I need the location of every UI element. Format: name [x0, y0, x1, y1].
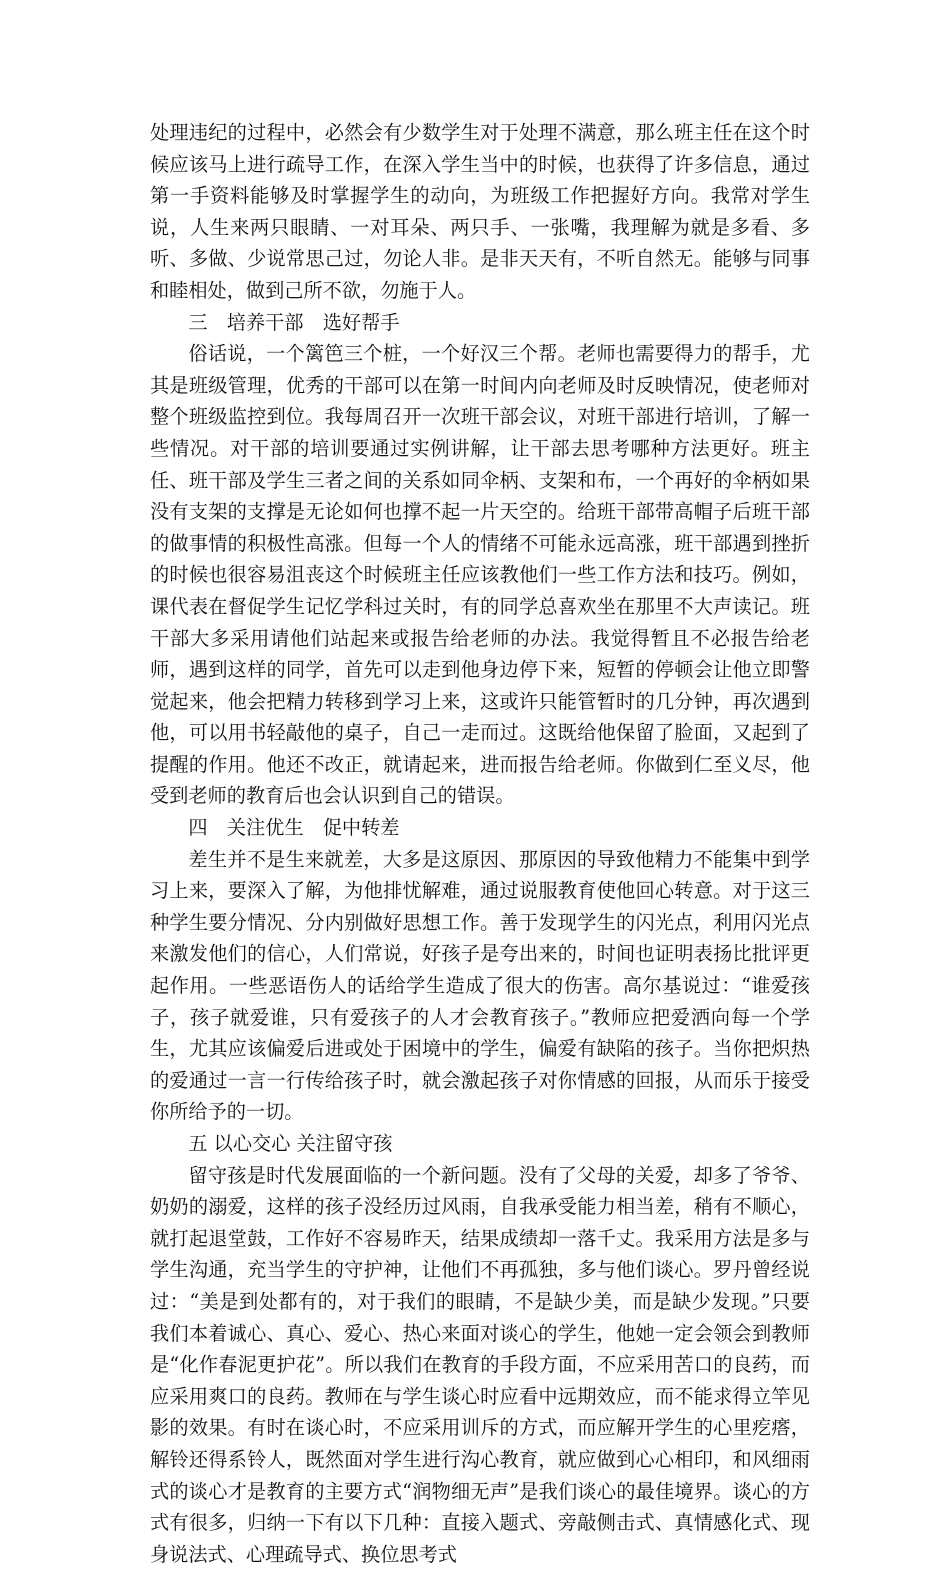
- paragraph-cadres: 俗话说，一个篱笆三个桩，一个好汉三个帮。老师也需要得力的帮手，尤其是班级管理，优秀的干部可以在第一时间内向老师及时反映情况，使老师对整个班级监控到位。我每周召开一次班干部会议，对班干部进行培训，了解一些情况。对干部的培训要通过实例讲解，让干部去思考哪种方法更好。班主任、班干部及学生三者之间的关系如同伞柄、支架和布，一个再好的伞柄如果没有支架的支撑是无论如何也撑不起一片天空的。给班干部带高帽子后班干部的做事情的积极性高涨。但每一个人的情绪不可能永远高涨，班干部遇到挫折的时候也很容易沮丧这个时候班主任应该教他们一些工作方法和技巧。例如，课代表在督促学生记忆学科过关时，有的同学总喜欢坐在那里不大声读记。班干部大多采用请他们站起来或报告给老师的办法。我觉得暂且不必报告给老师，遇到这样的同学，首先可以走到他身边停下来，短暂的停顿会让他立即警觉起来，他会把精力转移到学习上来，这或许只能管暂时的几分钟，再次遇到他，可以用书轻敲他的桌子，自己一走而过。这既给他保留了脸面，又起到了提醒的作用。他还不改正，就请起来，进而报告给老师。你做到仁至义尽，他受到老师的教育后也会认识到自己的错误。: [150, 342, 810, 808]
- section-heading-3: 三 培养干部 选好帮手: [188, 310, 400, 334]
- section-heading-4: 四 关注优生 促中转差: [188, 816, 400, 840]
- document-body: [150, 117, 810, 1570]
- paragraph-left-behind: 留守孩是时代发展面临的一个新问题。没有了父母的关爱，却多了爷爷、奶奶的溺爱，这样的孩子没经历过风雨，自我承受能力相当差，稍有不顺心，就打起退堂鼓，工作好不容易昨天，结果成绩却一落千丈。我采用方法是多与学生沟通，充当学生的守护神，让他们不再孤独，多与他们谈心。罗丹曾经说过：“美是到处都有的，对于我们的眼睛，不是缺少美，而是缺少发现。”只要我们本着诚心、真心、爱心、热心来面对谈心的学生，他她一定会领会到教师是“化作春泥更护花”。所以我们在教育的手段方面，不应采用苦口的良药，而应采用爽口的良药。教师在与学生谈心时应看中远期效应，而不能求得立竿见影的效果。有时在谈心时，不应采用训斥的方式，而应解开学生的心里疙瘩，解铃还得系铃人，既然面对学生进行沟心教育，就应做到心心相印，和风细雨式的谈心才是教育的主要方式“润物细无声”是我们谈心的最佳境界。谈心的方式有很多，归纳一下有以下几种：直接入题式、旁敲侧击式、真情感化式、现身说法式、心理疏导式、换位思考式: [150, 1163, 810, 1566]
- paragraph-students: 差生并不是生来就差，大多是这原因、那原因的导致他精力不能集中到学习上来，要深入了解，为他排忧解难，通过说服教育使他回心转意。对于这三种学生要分情况、分内别做好思想工作。善于发现学生的闪光点，利用闪光点来激发他们的信心，人们常说，好孩子是夸出来的，时间也证明表扬比批评更起作用。一些恶语伤人的话给学生造成了很大的伤害。高尔基说过：“谁爱孩子，孩子就爱谁，只有爱孩子的人才会教育孩子。”教师应把爱洒向每一个学生，尤其应该偏爱后进或处于困境中的学生，偏爱有缺陷的孩子。当你把炽热的爱通过一言一行传给孩子时，就会激起孩子对你情感的回报，从而乐于接受你所给予的一切。: [150, 847, 810, 1124]
- section-heading-5: 五 以心交心 关注留守孩: [188, 1132, 393, 1155]
- paragraph-discipline: 处理违纪的过程中，必然会有少数学生对于处理不满意，那么班主任在这个时候应该马上进行疏导工作，在深入学生当中的时候，也获得了许多信息，通过第一手资料能够及时掌握学生的动向，为班级工作把握好方向。我常对学生说，人生来两只眼睛、一对耳朵、两只手、一张嘴，我理解为就是多看、多听、多做、少说常思己过，勿论人非。是非天天有，不听自然无。能够与同事和睦相处，做到己所不欲，勿施于人。: [150, 121, 810, 302]
